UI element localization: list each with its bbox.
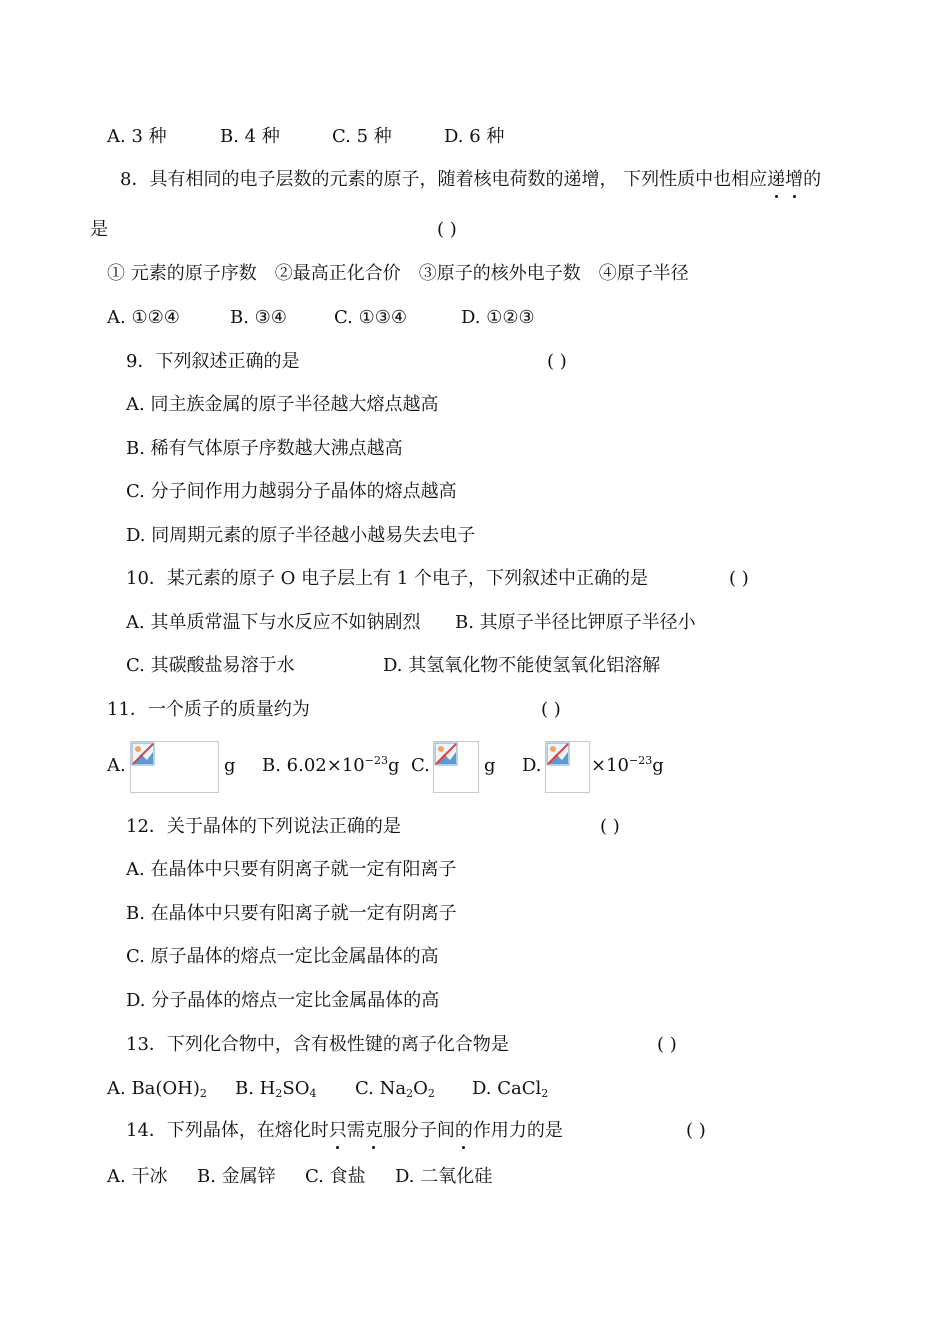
q8-option-b: B. ③④	[230, 307, 287, 328]
q11-option-b-text: B. 6.02×10	[262, 755, 365, 776]
q13-answer-paren: ( )	[657, 1034, 677, 1055]
q8-emphasis-1: 递	[767, 169, 786, 190]
q11-option-c-label: C.	[411, 755, 430, 776]
q8-option-a: A. ①②④	[107, 307, 180, 328]
q11-option-b-exponent: −23	[364, 754, 388, 767]
q12-option-d: D. 分子晶体的熔点一定比金属晶体的高	[126, 990, 440, 1011]
q9-option-a: A. 同主族金属的原子半径越大熔点越高	[126, 394, 439, 415]
q12-option-c: C. 原子晶体的熔点一定比金属晶体的高	[126, 946, 439, 967]
q9-option-b: B. 稀有气体原子序数越大沸点越高	[126, 438, 403, 459]
q14-emphasis-2: 克	[364, 1120, 383, 1141]
q11-option-d	[591, 754, 664, 778]
q13-option-a: A. $Ba(OH)_2$	[107, 1078, 207, 1100]
q11-option-d-exponent: −23	[629, 754, 653, 767]
q8-stem	[120, 168, 821, 192]
q7-option-a: A. 3 种	[107, 126, 167, 147]
q14-answer-paren: ( )	[686, 1120, 706, 1141]
q13-option-d: D. CaCl$_2$	[472, 1078, 549, 1100]
q7-option-d: D. 6 种	[444, 126, 505, 147]
q14-emphasis-1: 只	[328, 1120, 347, 1141]
q14-stem: 14．下列晶体，在熔化时只需克服分子间的作用力的是	[126, 1120, 563, 1141]
broken-image-icon	[434, 742, 458, 766]
q7-option-b: B. 4 种	[220, 126, 280, 147]
q8-answer-paren: ( )	[437, 219, 457, 240]
q11-option-c-formula-image	[433, 741, 479, 793]
q14-option-c: C. 食盐	[305, 1166, 366, 1187]
q11-option-a-label: A.	[107, 755, 126, 776]
q11-option-c-unit: g	[484, 755, 496, 776]
q10-answer-paren: ( )	[729, 568, 749, 589]
q12-option-a: A. 在晶体中只要有阴离子就一定有阳离子	[126, 859, 457, 880]
broken-image-icon	[131, 742, 155, 766]
q11-option-d-text: ×10	[591, 755, 629, 776]
q13-option-c: C. $Na_2O_2$	[355, 1078, 435, 1100]
q8-items: ① 元素的原子序数 ②最高正化合价 ③原子的核外电子数 ④原子半径	[107, 263, 689, 284]
q11-option-d-formula-image	[545, 741, 590, 793]
q7-option-c: C. 5 种	[332, 126, 392, 147]
q11-option-a-formula-image	[130, 741, 219, 793]
q10-option-d: D. 其氢氧化物不能使氢氧化铝溶解	[383, 655, 661, 676]
q8-stem-post: 的	[803, 169, 822, 190]
q10-stem: 10．某元素的原子 O 电子层上有 1 个电子，下列叙述中正确的是	[126, 568, 648, 589]
q11-option-a-unit: g	[224, 755, 236, 776]
q10-option-a: A. 其单质常温下与水反应不如钠剧烈	[126, 612, 421, 633]
q11-answer-paren: ( )	[541, 699, 561, 720]
q8-option-c: C. ①③④	[334, 307, 407, 328]
q9-option-c: C. 分子间作用力越弱分子晶体的熔点越高	[126, 481, 457, 502]
q11-option-d-unit: g	[652, 755, 664, 776]
q14-option-d: D. 二氧化硅	[395, 1166, 493, 1187]
q10-option-c: C. 其碳酸盐易溶于水	[126, 655, 295, 676]
q8-option-d: D. ①②③	[461, 307, 535, 328]
q8-stem-line2: 是	[90, 219, 108, 240]
q11-option-b	[262, 754, 400, 778]
q11-stem: 11．一个质子的质量约为	[107, 699, 310, 720]
q11-option-d-label: D.	[522, 755, 542, 776]
q8-stem-pre: 8．具有相同的电子层数的元素的原子，随着核电荷数的递增， 下列性质中也相应	[120, 169, 768, 190]
q12-answer-paren: ( )	[600, 816, 620, 837]
q14-emphasis-3: 的	[454, 1120, 473, 1141]
q9-stem: 9．下列叙述正确的是	[126, 351, 300, 372]
q13-stem: 13．下列化合物中，含有极性键的离子化合物是	[126, 1034, 509, 1055]
q9-answer-paren: ( )	[547, 351, 567, 372]
q10-option-b: B. 其原子半径比钾原子半径小	[455, 612, 696, 633]
q13-option-b: B. $H_2SO_4$	[235, 1078, 317, 1100]
q14-option-b: B. 金属锌	[197, 1166, 276, 1187]
q9-option-d: D. 同周期元素的原子半径越小越易失去电子	[126, 525, 476, 546]
q12-stem: 12．关于晶体的下列说法正确的是	[126, 816, 401, 837]
q14-option-a: A. 干冰	[107, 1166, 168, 1187]
broken-image-icon	[546, 742, 570, 766]
q11-option-b-unit: g	[387, 755, 400, 776]
q12-option-b: B. 在晶体中只要有阳离子就一定有阴离子	[126, 903, 457, 924]
q8-emphasis-2: 增	[785, 169, 804, 190]
